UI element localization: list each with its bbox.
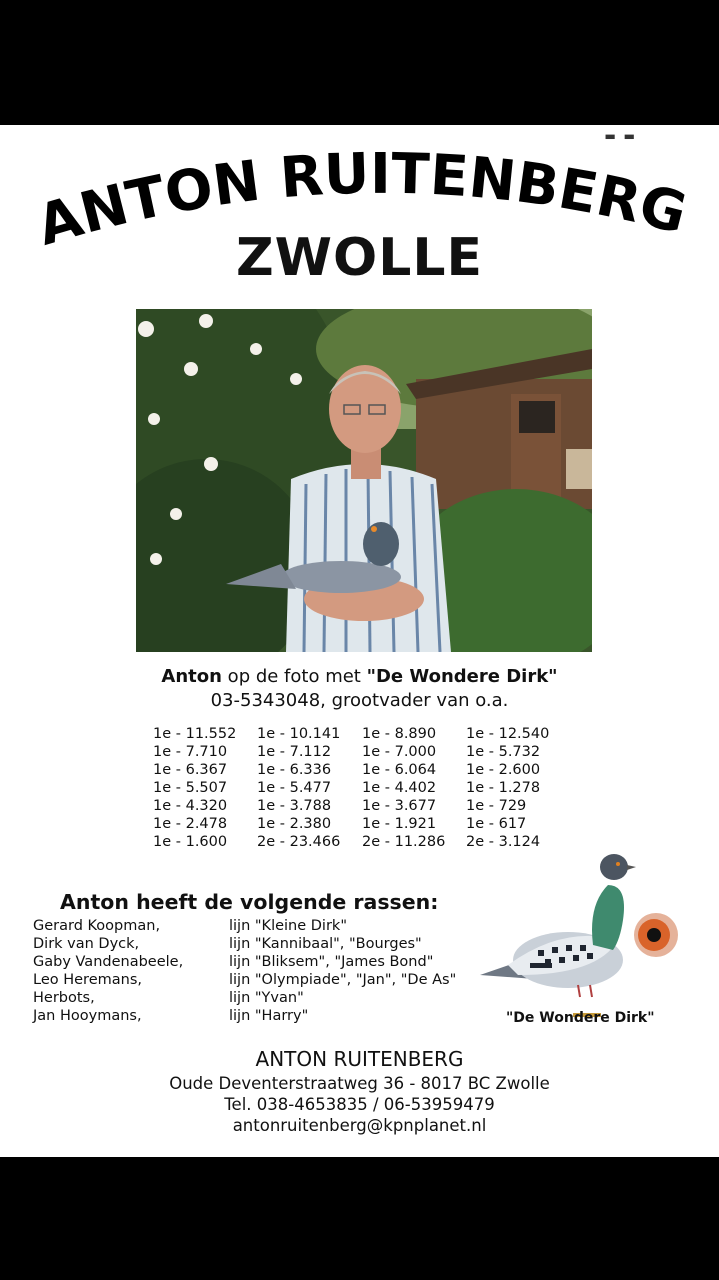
- contact-address: Oude Deventerstraatweg 36 - 8017 BC Zwolle: [169, 1074, 550, 1093]
- pigeon-illustration: [478, 845, 688, 1025]
- result-item: 1e - 3.677: [362, 798, 437, 814]
- line-item: lijn "Harry": [229, 1008, 309, 1024]
- result-item: 1e - 4.402: [362, 780, 437, 796]
- line-item: lijn "Kleine Dirk": [229, 918, 347, 934]
- result-item: 1e - 2.478: [153, 816, 228, 832]
- result-item: 1e - 6.336: [257, 762, 332, 778]
- result-item: 1e - 5.732: [466, 744, 541, 760]
- result-item: 1e - 10.141: [257, 726, 341, 742]
- result-item: 1e - 11.552: [153, 726, 237, 742]
- breeder-item: Gerard Koopman,: [33, 918, 161, 934]
- results-column-3: [362, 725, 445, 851]
- result-item: 1e - 2.600: [466, 762, 541, 778]
- result-item: 1e - 7.000: [362, 744, 437, 760]
- result-item: 1e - 7.112: [257, 744, 332, 760]
- breeder-item: Leo Heremans,: [33, 972, 142, 988]
- results-column-4: [466, 725, 549, 851]
- contact-name: ANTON RUITENBERG: [255, 1047, 464, 1071]
- caption-line2: 03-5343048, grootvader van o.a.: [210, 690, 509, 711]
- line-item: lijn "Kannibaal", "Bourges": [229, 936, 422, 952]
- result-item: 1e - 1.278: [466, 780, 541, 796]
- result-item: 1e - 4.320: [153, 798, 228, 814]
- result-item: 1e - 1.921: [362, 816, 437, 832]
- breeders-list: [33, 917, 183, 1025]
- result-item: 1e - 1.600: [153, 834, 228, 850]
- breeder-item: Dirk van Dyck,: [33, 936, 140, 952]
- caption-name: Anton: [161, 666, 222, 687]
- scan-marks: ▬ ▬: [604, 129, 637, 143]
- result-item: 1e - 5.477: [257, 780, 332, 796]
- result-item: 1e - 7.710: [153, 744, 228, 760]
- result-item: 2e - 23.466: [257, 834, 341, 850]
- contact-email: antonruitenberg@kpnplanet.nl: [232, 1116, 487, 1135]
- flyer-page: [0, 125, 719, 1157]
- line-item: lijn "Olympiade", "Jan", "De As": [229, 972, 457, 988]
- photo-caption: [0, 665, 719, 713]
- photo-illustration: [136, 309, 592, 652]
- caption-bird: "De Wondere Dirk": [366, 666, 558, 687]
- results-column-1: [153, 725, 236, 851]
- line-item: lijn "Yvan": [229, 990, 304, 1006]
- result-item: 1e - 8.890: [362, 726, 437, 742]
- contact-phone: Tel. 038-4653835 / 06-53959479: [224, 1095, 495, 1114]
- races-heading: Anton heeft de volgende rassen:: [60, 890, 439, 914]
- contact-block: [0, 1045, 719, 1136]
- result-item: 1e - 6.064: [362, 762, 437, 778]
- result-item: 2e - 3.124: [466, 834, 541, 850]
- breeder-item: Jan Hooymans,: [33, 1008, 142, 1024]
- result-item: 1e - 3.788: [257, 798, 332, 814]
- title-text: ANTON RUITENBERG: [29, 141, 694, 255]
- breeder-item: Herbots,: [33, 990, 95, 1006]
- result-item: 1e - 12.540: [466, 726, 550, 742]
- caption-mid: op de foto met: [221, 666, 367, 687]
- breeder-item: Gaby Vandenabeele,: [33, 954, 184, 970]
- line-item: lijn "Bliksem", "James Bond": [229, 954, 434, 970]
- result-item: 2e - 11.286: [362, 834, 446, 850]
- bird-label: "De Wondere Dirk": [506, 1010, 655, 1026]
- result-item: 1e - 5.507: [153, 780, 228, 796]
- result-item: 1e - 2.380: [257, 816, 332, 832]
- results-column-2: [257, 725, 340, 851]
- result-item: 1e - 6.367: [153, 762, 228, 778]
- lines-list: [229, 917, 456, 1025]
- title-city: ZWOLLE: [235, 228, 484, 288]
- result-item: 1e - 729: [466, 798, 527, 814]
- photo-anton-with-pigeon: [136, 309, 592, 652]
- result-item: 1e - 617: [466, 816, 527, 832]
